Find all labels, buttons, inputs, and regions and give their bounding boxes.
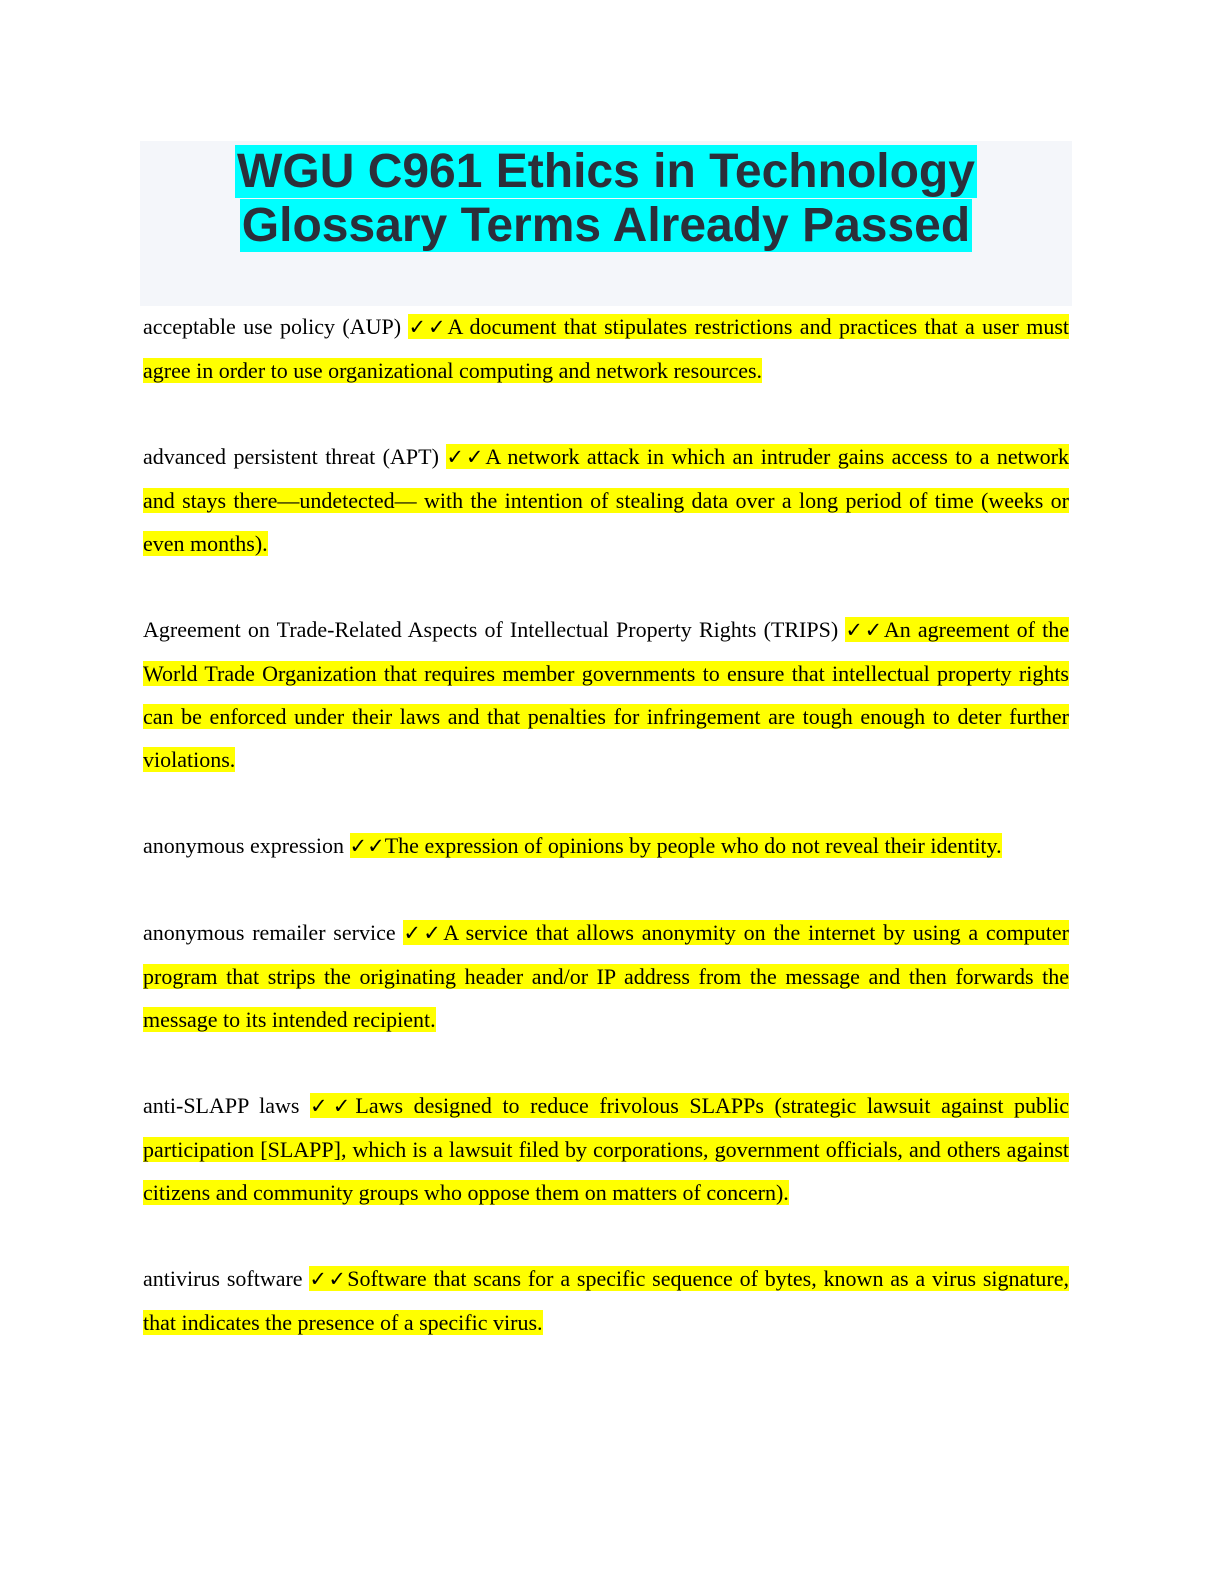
check-marks-icon: ✓✓	[309, 1267, 348, 1291]
title-block	[140, 141, 1072, 306]
glossary-entry	[143, 608, 1069, 781]
glossary-entry	[143, 824, 1069, 868]
definition: Software that scans for a specific sequence of bytes, known as a virus signature, that indicates the presence of a specific virus.	[143, 1266, 1070, 1335]
check-marks-icon: ✓✓	[349, 834, 385, 858]
check-marks-icon: ✓✓	[403, 921, 444, 945]
definition: The expression of opinions by people who do not reveal their identity.	[384, 833, 1002, 858]
definition: An agreement of the World Trade Organization that requires member governments to ensure that intellectual property rights can be enforced under their laws and that penalties for infringement are tough enough to deter further violations.	[143, 617, 1070, 772]
glossary-entry	[143, 435, 1069, 565]
term: antivirus software	[143, 1266, 303, 1291]
title-line-1: WGU C961 Ethics in Technology	[237, 145, 975, 198]
definition: Laws designed to reduce frivolous SLAPPs (strategic lawsuit against public participation [SLAPP], which is a lawsuit filed by corporations, government officials, and others against citizens and community groups who oppose them on matters of concern).	[143, 1093, 1070, 1205]
definition-highlight	[350, 833, 1002, 858]
glossary-entry	[143, 305, 1069, 392]
glossary-list	[143, 305, 1069, 1387]
term: acceptable use policy (AUP)	[143, 314, 402, 339]
check-marks-icon: ✓✓	[408, 315, 448, 339]
glossary-entry	[143, 1257, 1069, 1344]
term: anti-SLAPP laws	[143, 1093, 300, 1118]
term: advanced persistent threat (APT)	[143, 444, 439, 469]
check-marks-icon: ✓✓	[845, 618, 884, 642]
term: anonymous remailer service	[143, 920, 396, 945]
page-title	[235, 145, 977, 253]
definition: A document that stipulates restrictions and practices that a user must agree in order to use organizational computing and network resources.	[143, 314, 1069, 383]
glossary-entry	[143, 911, 1069, 1041]
definition: A service that allows anonymity on the internet by using a computer program that strips the originating header and/or IP address from the message and then forwards the message to its intended recipient.	[143, 920, 1069, 1032]
check-marks-icon: ✓✓	[310, 1094, 356, 1118]
check-marks-icon: ✓✓	[446, 445, 486, 469]
term: anonymous expression	[143, 833, 345, 858]
definition: A network attack in which an intruder gains access to a network and stays there—undetected— with the intention of stealing data over a long period of time (weeks or even months).	[143, 444, 1070, 556]
title-line-2: Glossary Terms Already Passed	[241, 199, 971, 252]
glossary-entry	[143, 1084, 1069, 1214]
term: Agreement on Trade-Related Aspects of Intellectual Property Rights (TRIPS)	[143, 617, 839, 642]
